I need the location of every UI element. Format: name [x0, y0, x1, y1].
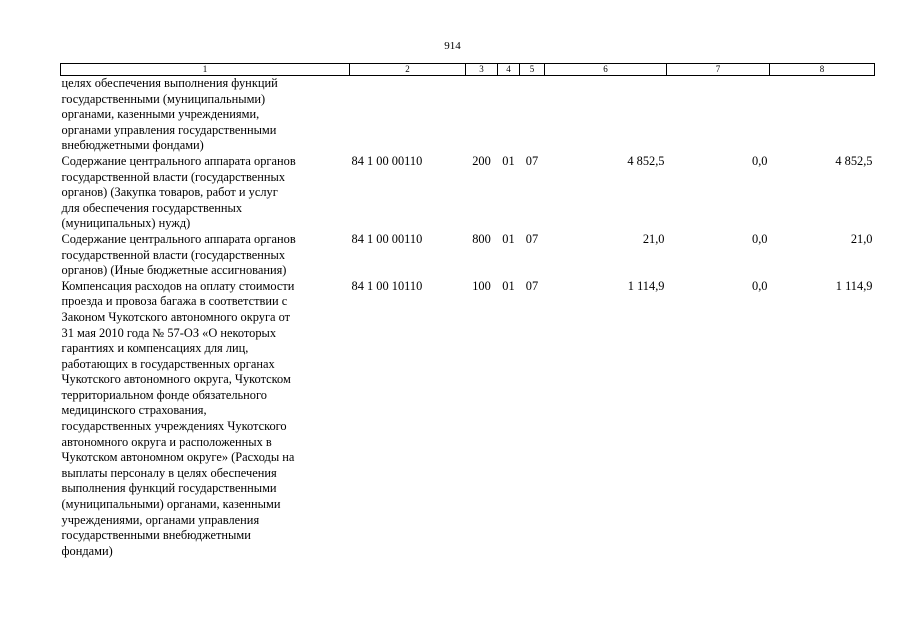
row-sum-1: 4 852,5 [627, 153, 665, 168]
row-vr: 200 [472, 153, 491, 168]
table-header [61, 64, 875, 76]
header-col-5: 5 [520, 64, 545, 76]
row-name-line: Законом Чукотского автономного округа от [61, 309, 291, 324]
row-vr: 100 [472, 278, 491, 293]
row-name-line: органов) (Закупка товаров, работ и услуг [61, 185, 278, 200]
row-name-line: 31 мая 2010 года № 57-ОЗ «О некоторых [61, 325, 277, 340]
row-name-line: выполнения функций государственными [61, 481, 277, 496]
header-col-6: 6 [545, 64, 667, 76]
row-code [350, 76, 466, 154]
row-name-line: проезда и провоза багажа в соответствии с [61, 294, 288, 309]
row-rz: 01 [502, 278, 515, 293]
row-name-line: выплаты персоналу в целях обеспечения [61, 465, 277, 480]
row-name-line: органами управления государственными [61, 122, 277, 137]
row-name-line: целях обеспечения выполнения функций [61, 76, 278, 90]
row-sum-1 [545, 76, 667, 154]
row-name-line: Компенсация расходов на оплату стоимости [61, 278, 295, 293]
row-pr [520, 76, 545, 154]
row-sum-2 [667, 76, 770, 154]
row-pr: 07 [525, 231, 539, 246]
row-name-line: внебюджетными фондами) [61, 138, 204, 153]
row-sum-3 [770, 76, 875, 154]
header-col-4: 4 [498, 64, 520, 76]
row-sum-2: 0,0 [752, 153, 768, 168]
row-name-line: гарантиях и компенсациях для лиц, [61, 341, 249, 356]
row-name-line: автономного округа и расположенных в [61, 434, 272, 449]
row-name-line: государственными (муниципальными) [61, 91, 266, 106]
row-pr: 07 [525, 153, 539, 168]
header-col-1: 1 [61, 64, 350, 76]
row-name [61, 279, 350, 560]
row-sum-3: 4 852,5 [835, 153, 873, 168]
table-row [61, 232, 875, 279]
row-name-line: государственных учреждениях Чукотского [61, 419, 287, 434]
row-vr [466, 76, 498, 154]
header-col-7: 7 [667, 64, 770, 76]
row-name [61, 154, 350, 232]
page-number: 914 [444, 40, 461, 52]
row-name-line: государственными внебюджетными [61, 528, 251, 543]
row-name-line: территориальном фонде обязательного [61, 387, 267, 402]
row-name-line: Чукотском автономном округе» (Расходы на [61, 450, 295, 465]
row-sum-1: 1 114,9 [627, 278, 665, 293]
row-vr: 800 [472, 231, 491, 246]
table-row [61, 279, 875, 560]
row-sum-1: 21,0 [642, 231, 665, 246]
row-name-line: (муниципальных) нужд) [61, 216, 191, 231]
row-name-line: Содержание центрального аппарата органов [61, 231, 296, 246]
row-sum-3: 21,0 [850, 231, 873, 246]
table-row [61, 154, 875, 232]
row-code: 84 1 00 10110 [351, 278, 423, 293]
row-name-line: фондами) [61, 543, 113, 558]
row-name-line: работающих в государственных органах [61, 356, 275, 371]
table-row [61, 76, 875, 154]
row-name-line: медицинского страхования, [61, 403, 207, 418]
row-name-line: органов) (Иные бюджетные ассигнования) [61, 263, 287, 278]
row-name-line: учреждениями, органами управления [61, 512, 260, 527]
row-name-line: Чукотского автономного округа, Чукотском [61, 372, 291, 387]
header-col-3: 3 [466, 64, 498, 76]
row-name-line: органами, казенными учреждениями, [61, 107, 260, 122]
row-rz: 01 [502, 231, 515, 246]
row-name-line: государственной власти (государственных [61, 247, 286, 262]
header-col-8: 8 [770, 64, 875, 76]
header-row [61, 64, 875, 76]
row-sum-2: 0,0 [752, 231, 768, 246]
row-name-line: государственной власти (государственных [61, 169, 286, 184]
row-code: 84 1 00 00110 [351, 231, 423, 246]
header-col-2: 2 [350, 64, 466, 76]
row-code: 84 1 00 00110 [351, 153, 423, 168]
row-name-line: (муниципальными) органами, казенными [61, 497, 281, 512]
row-name-line: Содержание центрального аппарата органов [61, 153, 296, 168]
row-rz: 01 [502, 153, 515, 168]
row-name [61, 76, 350, 154]
row-sum-2: 0,0 [752, 278, 768, 293]
row-name-line: для обеспечения государственных [61, 200, 243, 215]
budget-table [60, 63, 875, 559]
table-body [61, 76, 875, 560]
row-rz [498, 76, 520, 154]
row-pr: 07 [525, 278, 539, 293]
row-sum-3: 1 114,9 [835, 278, 873, 293]
row-name [61, 232, 350, 279]
